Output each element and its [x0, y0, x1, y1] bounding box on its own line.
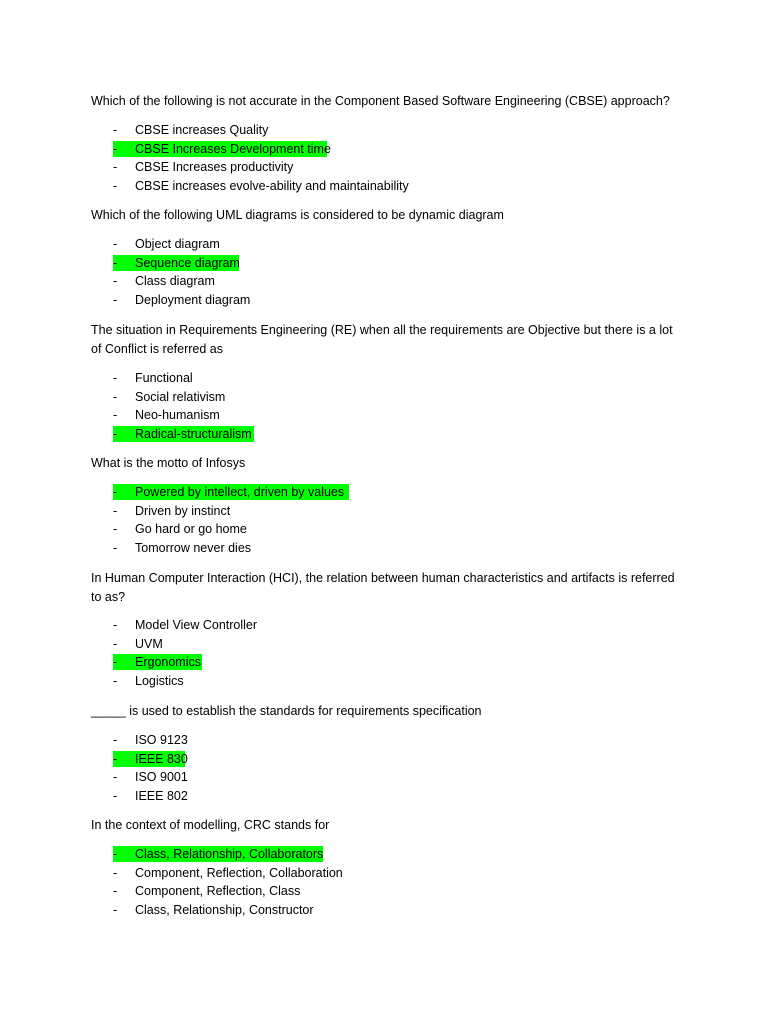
option-dash: -: [113, 618, 118, 632]
option-item: [113, 901, 673, 920]
option-text: CBSE increases Quality: [135, 123, 269, 137]
option-item-highlighted: [113, 254, 673, 273]
option-text: Object diagram: [135, 237, 220, 251]
option-dash: -: [113, 770, 118, 785]
option-dash: -: [113, 179, 118, 194]
option-dash: -: [113, 541, 118, 556]
option-text: UVM: [135, 636, 163, 651]
option-text: ISO 9123: [135, 733, 188, 747]
option-text: ISO 9001: [135, 770, 188, 785]
question-7-text: In the context of modelling, CRC stands for: [91, 818, 330, 832]
option-text: Model View Controller: [135, 618, 258, 632]
question-6-options: [113, 731, 673, 806]
option-text: Component, Reflection, Collaboration: [135, 865, 343, 880]
option-item: [113, 539, 673, 558]
option-dash: -: [113, 789, 118, 804]
option-item: [113, 882, 673, 901]
option-text: Class diagram: [135, 274, 215, 289]
option-dash: -: [113, 485, 118, 499]
option-text: Functional: [135, 371, 193, 385]
option-dash: -: [113, 865, 118, 880]
option-dash: -: [113, 427, 118, 442]
question-7-options: [113, 845, 673, 920]
question-1-text: Which of the following is not accurate in the Component Based Software Engineering (CBSE) approach?: [91, 94, 670, 108]
option-item: [113, 406, 673, 425]
option-text: Component, Reflection, Class: [135, 884, 301, 899]
option-text: Logistics: [135, 674, 184, 689]
option-dash: -: [113, 503, 118, 518]
option-item: [113, 768, 673, 787]
option-dash: -: [113, 389, 118, 404]
option-text: Class, Relationship, Collaborators: [135, 847, 324, 861]
option-text: Deployment diagram: [135, 293, 251, 308]
option-item: [113, 502, 673, 521]
option-dash: -: [113, 123, 118, 137]
option-item-highlighted: [113, 483, 673, 502]
option-item: [113, 616, 673, 635]
option-item: [113, 864, 673, 883]
option-dash: -: [113, 655, 118, 670]
question-3-text: The situation in Requirements Engineering (RE) when all the requirements are Objective but there is a lot of Conflict is referred as: [91, 323, 673, 356]
option-dash: -: [113, 884, 118, 899]
option-text: CBSE Increases productivity: [135, 160, 294, 175]
option-text: Social relativism: [135, 389, 226, 404]
option-dash: -: [113, 903, 118, 918]
option-dash: -: [113, 160, 118, 175]
question-4-text: What is the motto of Infosys: [91, 456, 246, 470]
option-item: [113, 291, 673, 310]
option-item: [113, 672, 673, 691]
option-item: [113, 177, 673, 196]
question-5-options: [113, 616, 673, 691]
question-2-options: [113, 235, 673, 310]
option-dash: -: [113, 293, 118, 308]
option-item-highlighted: [113, 140, 673, 159]
option-text: Class, Relationship, Constructor: [135, 903, 314, 918]
option-item: [113, 121, 673, 140]
option-text: IEEE 830: [135, 751, 188, 766]
option-text: Ergonomics: [135, 655, 201, 670]
option-dash: -: [113, 522, 118, 537]
option-text: Neo-humanism: [135, 408, 220, 423]
option-dash: -: [113, 847, 118, 861]
option-dash: -: [113, 274, 118, 289]
option-item: [113, 158, 673, 177]
option-dash: -: [113, 141, 118, 156]
option-text: Powered by intellect, driven by values: [135, 485, 345, 499]
option-dash: -: [113, 674, 118, 689]
option-dash: -: [113, 408, 118, 423]
option-dash: -: [113, 371, 118, 385]
option-item: [113, 235, 673, 254]
option-item-highlighted: [113, 845, 673, 864]
option-text: Tomorrow never dies: [135, 541, 252, 556]
option-item-highlighted: [113, 750, 673, 769]
question-4-options: [113, 483, 673, 558]
option-item: [113, 635, 673, 654]
option-text: IEEE 802: [135, 789, 188, 804]
option-dash: -: [113, 751, 118, 766]
option-text: Radical-structuralism: [135, 427, 252, 442]
option-item: [113, 787, 673, 806]
option-item: [113, 388, 673, 407]
question-2-text: Which of the following UML diagrams is considered to be dynamic diagram: [91, 208, 504, 222]
option-item: [113, 520, 673, 539]
option-dash: -: [113, 733, 118, 747]
option-dash: -: [113, 636, 118, 651]
option-text: Driven by instinct: [135, 503, 231, 518]
option-item-highlighted: [113, 425, 673, 444]
option-dash: -: [113, 255, 118, 270]
option-text: CBSE Increases Development time: [135, 141, 331, 156]
question-1-options: [113, 121, 673, 196]
option-text: CBSE increases evolve-ability and maintainability: [135, 179, 409, 194]
option-item: [113, 272, 673, 291]
question-5-text: In Human Computer Interaction (HCI), the relation between human characteristics and artifacts is referred to as?: [91, 571, 675, 604]
question-6-text: _____ is used to establish the standards for requirements specification: [91, 704, 482, 718]
option-item-highlighted: [113, 653, 673, 672]
option-item: [113, 369, 673, 388]
question-3-options: [113, 369, 673, 444]
option-text: Sequence diagram: [135, 255, 240, 270]
option-text: Go hard or go home: [135, 522, 247, 537]
option-dash: -: [113, 237, 118, 251]
option-item: [113, 731, 673, 750]
